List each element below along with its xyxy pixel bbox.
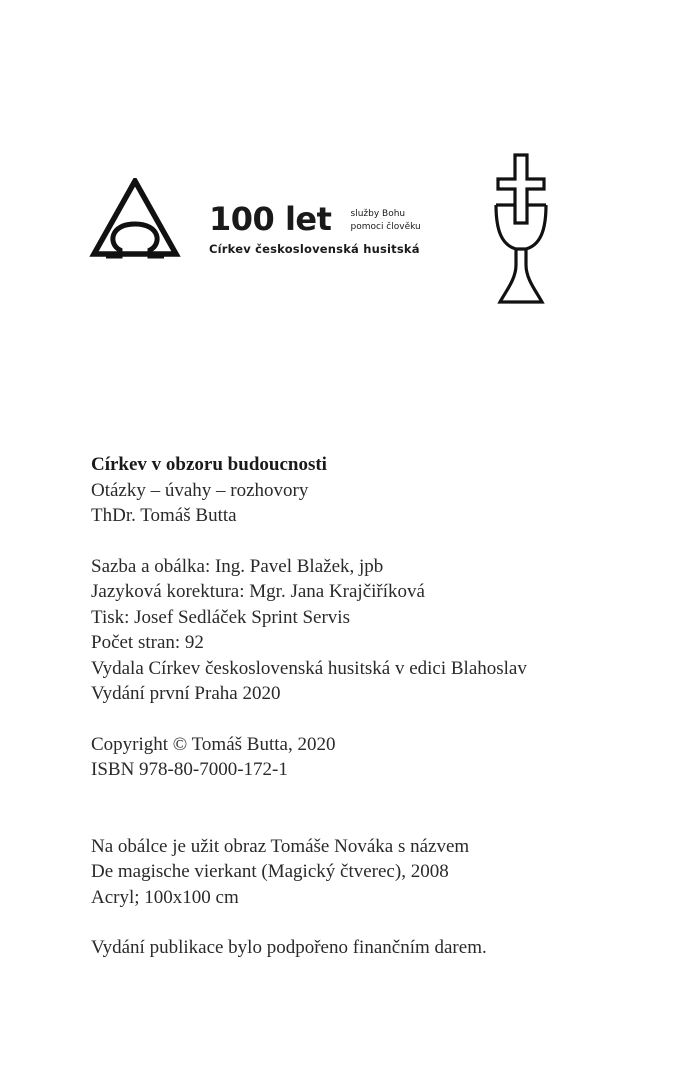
brand-text [209, 202, 421, 256]
production-line: Jazyková korektura: Mgr. Jana Krajčiříková [91, 581, 425, 602]
tagline-line: služby Bohu [350, 209, 406, 219]
production-line: Počet stran: 92 [91, 632, 204, 653]
cover-note-line: Acryl; 100x100 cm [91, 886, 239, 908]
chalice-cross-icon [492, 153, 550, 305]
church-name: Církev československá husitská [209, 242, 420, 256]
production-line: Tisk: Josef Sedláček Sprint Servis [91, 606, 350, 628]
cover-note-line: Na obálce je užit obraz Tomáše Nováka s názvem [91, 835, 470, 857]
alpha-omega-icon [88, 178, 182, 260]
cover-note-line: De magische vierkant (Magický čtverec), 2008 [91, 861, 449, 882]
book-title: Církev v obzoru budoucnosti [91, 454, 327, 475]
imprint-block [91, 452, 671, 961]
anniversary-years: 100 let [209, 200, 332, 238]
copyright-line: Copyright © Tomáš Butta, 2020 [91, 733, 336, 755]
tagline [351, 208, 421, 234]
production-line: Vydala Církev československá husitská v edici Blahoslav [91, 657, 527, 679]
support-note: Vydání publikace bylo podpořeno finančním darem. [91, 937, 487, 958]
production-line: Sazba a obálka: Ing. Pavel Blažek, jpb [91, 555, 384, 577]
tagline-line: pomoci člověku [350, 222, 421, 232]
book-subtitle: Otázky – úvahy – rozhovory [91, 479, 309, 501]
anniversary-logo [88, 178, 433, 268]
isbn-line: ISBN 978-80-7000-172-1 [91, 759, 288, 780]
book-author: ThDr. Tomáš Butta [91, 505, 237, 526]
production-line: Vydání první Praha 2020 [91, 683, 281, 704]
